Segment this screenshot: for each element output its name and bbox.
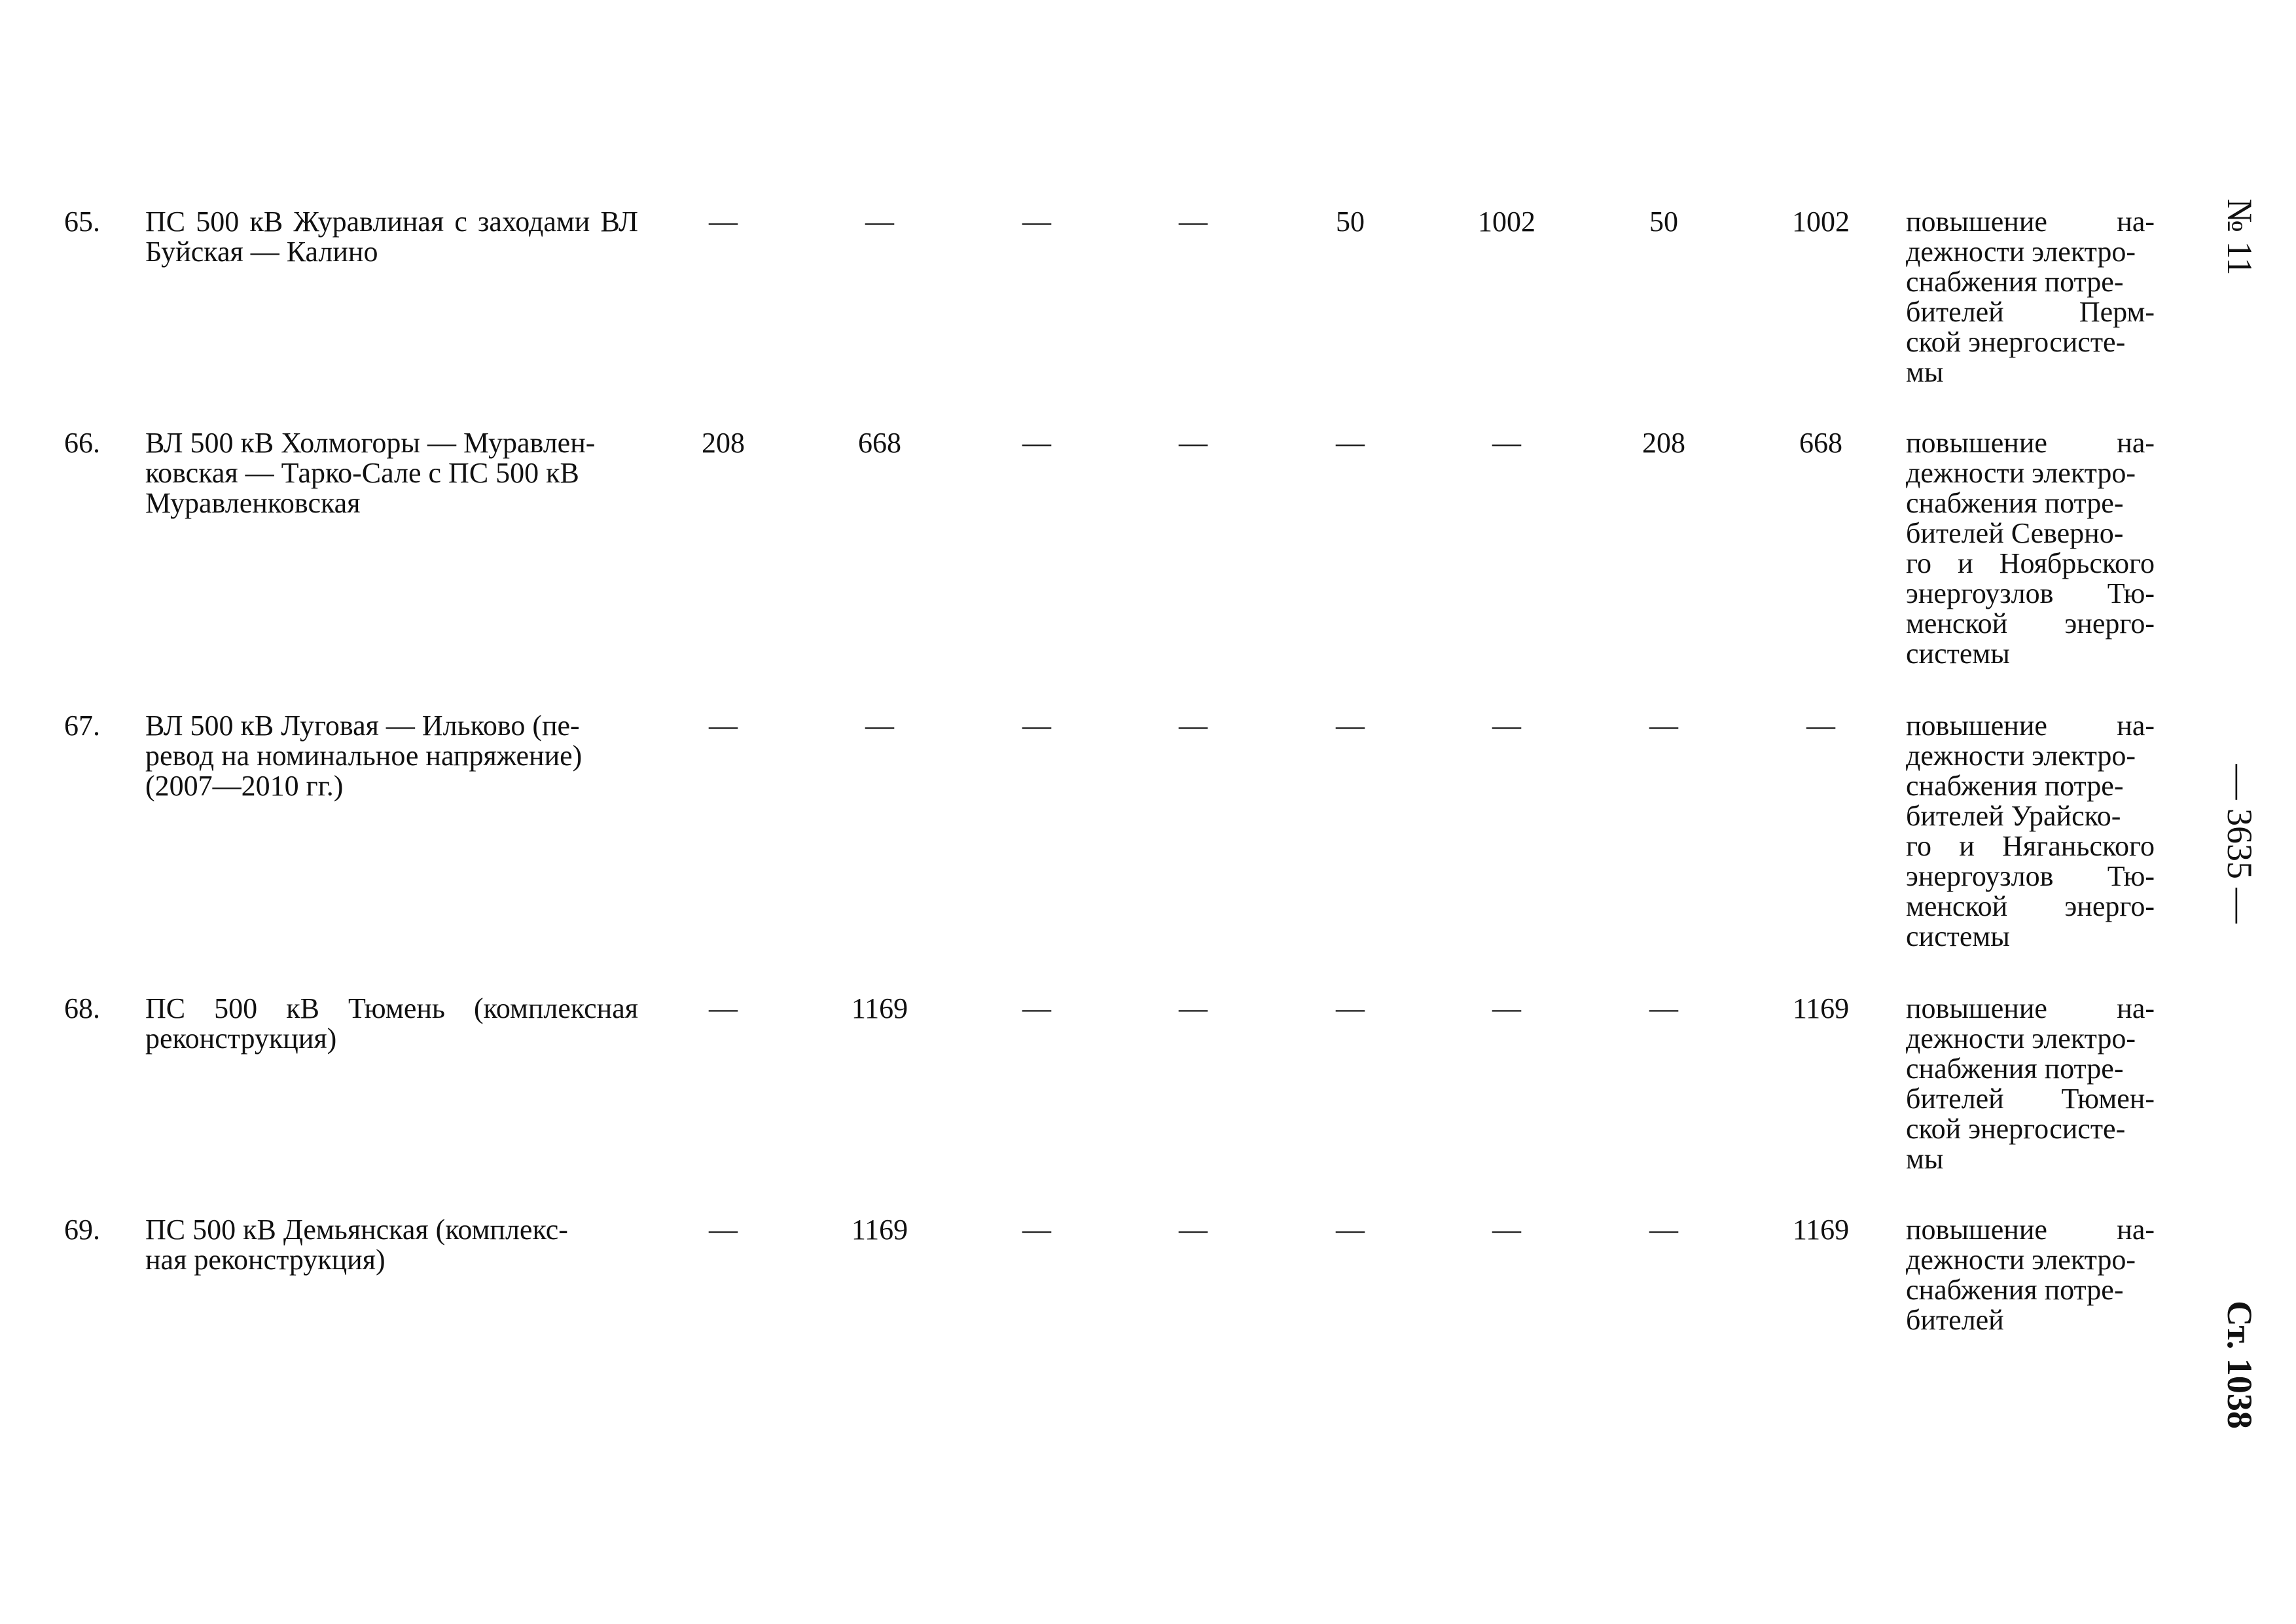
- purpose-line: повышение на-: [1906, 206, 2155, 238]
- row-description: [145, 1215, 638, 1275]
- purpose-line: менской энерго-: [1906, 890, 2155, 922]
- value-cell: 1002: [1478, 206, 1535, 238]
- value-cell: —: [1179, 206, 1208, 238]
- value-cell: —: [865, 206, 894, 238]
- purpose-line: бителей Урайско-: [1906, 800, 2121, 832]
- row-purpose: [1906, 1215, 2155, 1335]
- row-description: [145, 207, 638, 267]
- value-cell: —: [709, 206, 738, 238]
- value-cell: 668: [858, 427, 901, 459]
- value-cell: —: [1492, 992, 1521, 1024]
- row-purpose: [1906, 711, 2155, 952]
- purpose-line: снабжения потре-: [1906, 1274, 2124, 1306]
- value-cell: —: [1649, 1214, 1678, 1246]
- purpose-line: повышение на-: [1906, 710, 2155, 742]
- article-number: Ст. 1038: [2220, 1301, 2259, 1429]
- value-cell: —: [709, 710, 738, 742]
- purpose-line: снабжения потре-: [1906, 770, 2124, 802]
- value-cell: 1169: [1792, 992, 1850, 1024]
- row-purpose: [1906, 428, 2155, 669]
- purpose-line: повышение на-: [1906, 427, 2155, 459]
- desc-text: ПС 500 кВ Демьянская (комплекс- ная реконструкция): [145, 1214, 568, 1276]
- value-cell: —: [1179, 1214, 1208, 1246]
- value-cell: —: [1806, 710, 1835, 742]
- purpose-line: повышение на-: [1906, 1214, 2155, 1246]
- row-number: 69.: [64, 1214, 100, 1246]
- value-cell: —: [709, 1214, 738, 1246]
- purpose-line: бителей Северно-: [1906, 517, 2124, 549]
- value-cell: —: [1336, 427, 1365, 459]
- value-cell: —: [1179, 427, 1208, 459]
- purpose-line: бителей Тюмен-: [1906, 1083, 2155, 1115]
- value-cell: —: [1336, 992, 1365, 1024]
- value-cell: 208: [1642, 427, 1685, 459]
- issue-number: № 11: [2220, 198, 2259, 276]
- purpose-line: дежности электро-: [1906, 236, 2136, 268]
- row-number: 65.: [64, 206, 100, 238]
- purpose-line: энергоузлов Тю-: [1906, 577, 2155, 609]
- purpose-line: снабжения потре-: [1906, 487, 2124, 519]
- purpose-line: системы: [1906, 638, 2010, 670]
- value-cell: 1169: [851, 1214, 908, 1246]
- purpose-line: снабжения потре-: [1906, 1053, 2124, 1085]
- purpose-line: энергоузлов Тю-: [1906, 860, 2155, 892]
- value-cell: —: [1336, 710, 1365, 742]
- value-cell: 208: [702, 427, 745, 459]
- desc-text: ПС 500 кВ Журавлиная с заходами ВЛ Буйская — Калино: [145, 206, 638, 268]
- value-cell: —: [1022, 427, 1051, 459]
- value-cell: 1169: [1792, 1214, 1850, 1246]
- desc-text: ВЛ 500 кВ Холмогоры — Муравлен- ковская — Тарко-Сале с ПС 500 кВ Муравленковская: [145, 427, 596, 519]
- value-cell: 1002: [1792, 206, 1850, 238]
- value-cell: —: [1336, 1214, 1365, 1246]
- row-number: 66.: [64, 427, 100, 459]
- purpose-line: системы: [1906, 920, 2010, 952]
- value-cell: —: [1022, 710, 1051, 742]
- purpose-line: менской энерго-: [1906, 607, 2155, 640]
- row-purpose: [1906, 207, 2155, 388]
- row-description: [145, 428, 638, 518]
- desc-text: ВЛ 500 кВ Луговая — Ильково (пе- ревод на номинальное напряжение) (2007—2010 гг.): [145, 710, 583, 802]
- purpose-line: ской энергосисте-: [1906, 1113, 2126, 1145]
- purpose-line: мы: [1906, 1143, 1944, 1175]
- purpose-line: дежности электро-: [1906, 740, 2136, 772]
- purpose-line: ской энергосисте-: [1906, 326, 2126, 358]
- value-cell: —: [1022, 206, 1051, 238]
- row-description: [145, 711, 638, 801]
- row-purpose: [1906, 994, 2155, 1174]
- row-number: 67.: [64, 710, 100, 742]
- purpose-line: снабжения потре-: [1906, 266, 2124, 298]
- value-cell: —: [865, 710, 894, 742]
- value-cell: —: [1022, 1214, 1051, 1246]
- value-cell: —: [1492, 710, 1521, 742]
- value-cell: —: [1179, 992, 1208, 1024]
- purpose-line: го и Ноябрьского: [1906, 547, 2155, 579]
- page-number: — 3635 —: [2220, 764, 2259, 924]
- value-cell: 668: [1799, 427, 1842, 459]
- value-cell: 50: [1649, 206, 1678, 238]
- value-cell: —: [709, 992, 738, 1024]
- purpose-line: бителей Перм-: [1906, 296, 2155, 328]
- value-cell: —: [1022, 992, 1051, 1024]
- value-cell: —: [1649, 710, 1678, 742]
- row-description: [145, 994, 638, 1054]
- purpose-line: мы: [1906, 356, 1944, 388]
- value-cell: —: [1179, 710, 1208, 742]
- value-cell: 1169: [851, 992, 908, 1024]
- value-cell: —: [1649, 992, 1678, 1024]
- purpose-line: дежности электро-: [1906, 457, 2136, 489]
- row-number: 68.: [64, 992, 100, 1024]
- value-cell: —: [1492, 1214, 1521, 1246]
- purpose-line: повышение на-: [1906, 992, 2155, 1024]
- value-cell: —: [1492, 427, 1521, 459]
- desc-text: ПС 500 кВ Тюмень (комплексная реконструкция): [145, 992, 638, 1055]
- purpose-line: дежности электро-: [1906, 1244, 2136, 1276]
- value-cell: 50: [1336, 206, 1365, 238]
- purpose-line: бителей: [1906, 1304, 2004, 1336]
- purpose-line: го и Няганьского: [1906, 830, 2155, 862]
- purpose-line: дежности электро-: [1906, 1022, 2136, 1055]
